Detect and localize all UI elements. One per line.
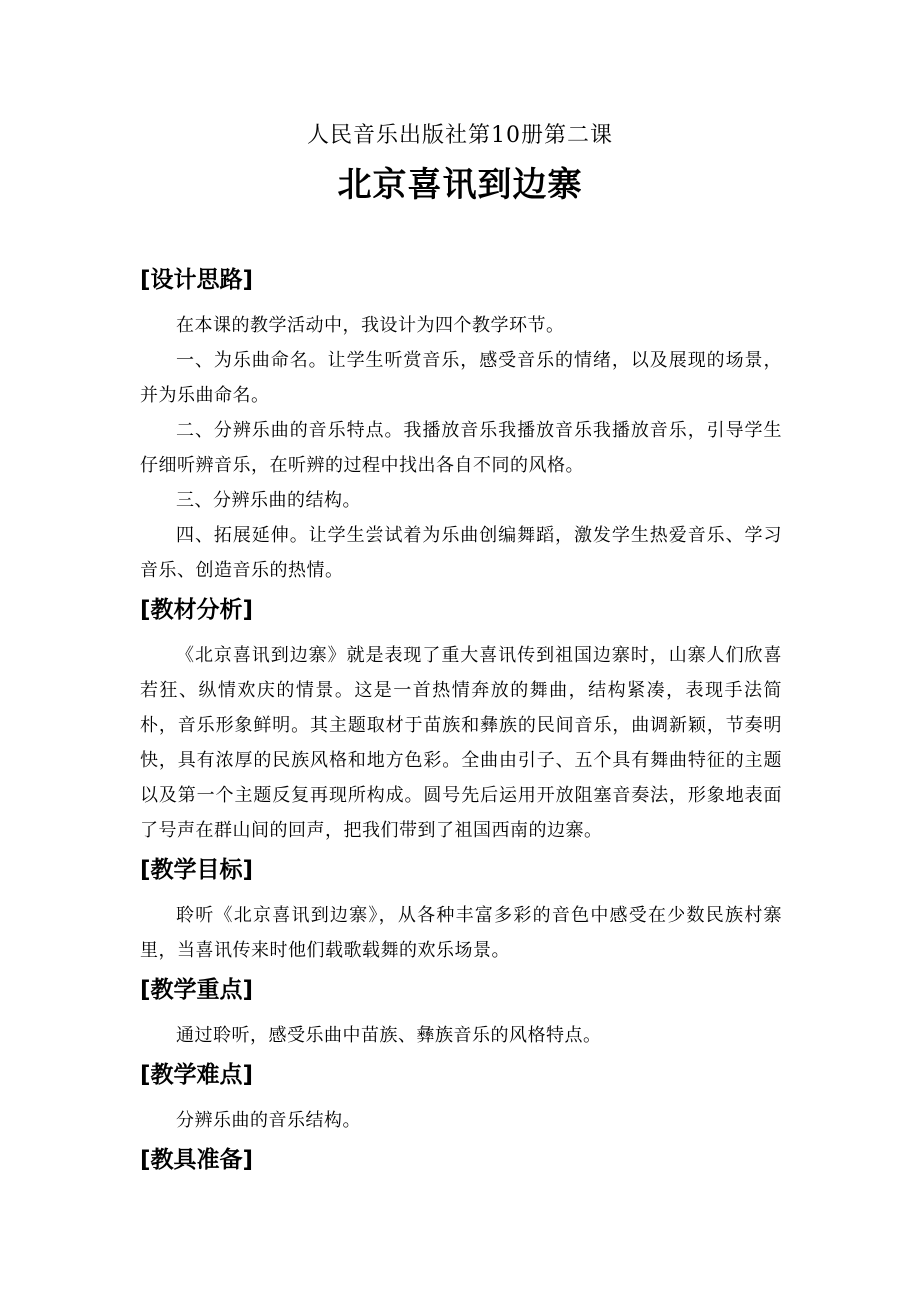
section-heading-design: [设计思路] (140, 267, 254, 293)
paragraph: 二、分辨乐曲的音乐特点。我播放音乐我播放音乐我播放音乐，引导学生仔细听辨音乐，在听辨的过程中找出各自不同的风格。 (140, 420, 782, 476)
document-title: 北京喜讯到边寨 (337, 165, 583, 205)
paragraph: 聆听《北京喜讯到边寨》，从各种丰富多彩的音色中感受在少数民族村寨里，当喜讯传来时他们载歌载舞的欢乐场景。 (140, 905, 782, 961)
section-heading-difficulties: [教学难点] (140, 1062, 254, 1088)
paragraph: 分辨乐曲的音乐结构。 (176, 1110, 361, 1131)
section-heading-key-points: [教学重点] (140, 977, 254, 1003)
paragraph: 四、拓展延伸。让学生尝试着为乐曲创编舞蹈，激发学生热爱音乐、学习音乐、创造音乐的热情。 (140, 525, 782, 581)
paragraph: 在本课的教学活动中，我设计为四个教学环节。 (176, 315, 565, 336)
section-heading-material: [教材分析] (140, 597, 254, 623)
paragraph: 三、分辨乐曲的结构。 (176, 490, 361, 511)
paragraph: 一、为乐曲命名。让学生听赏音乐，感受音乐的情绪，以及展现的场景，并为乐曲命名。 (140, 350, 782, 406)
document-body (140, 258, 782, 1182)
section-heading-materials-prep: [教具准备] (140, 1147, 254, 1173)
paragraph: 通过聆听，感受乐曲中苗族、彝族音乐的风格特点。 (176, 1025, 602, 1046)
section-heading-goals: [教学目标] (140, 857, 254, 883)
paragraph: 《北京喜讯到边寨》就是表现了重大喜讯传到祖国边寨时，山寨人们欣喜若狂、纵情欢庆的情景。这是一首热情奔放的舞曲，结构紧凑，表现手法简朴，音乐形象鲜明。其主题取材于苗族和彝族的民间音乐，曲调新颖，节奏明快，具有浓厚的民族风格和地方色彩。全曲由引子、五个具有舞曲特征的主题以及第一个主题反复再现所构成。圆号先后运用开放阻塞音奏法，形象地表面了号声在群山间的回声，把我们带到了祖国西南的边寨。 (140, 645, 782, 841)
document-subtitle: 人民音乐出版社第10册第二课 (307, 123, 613, 148)
